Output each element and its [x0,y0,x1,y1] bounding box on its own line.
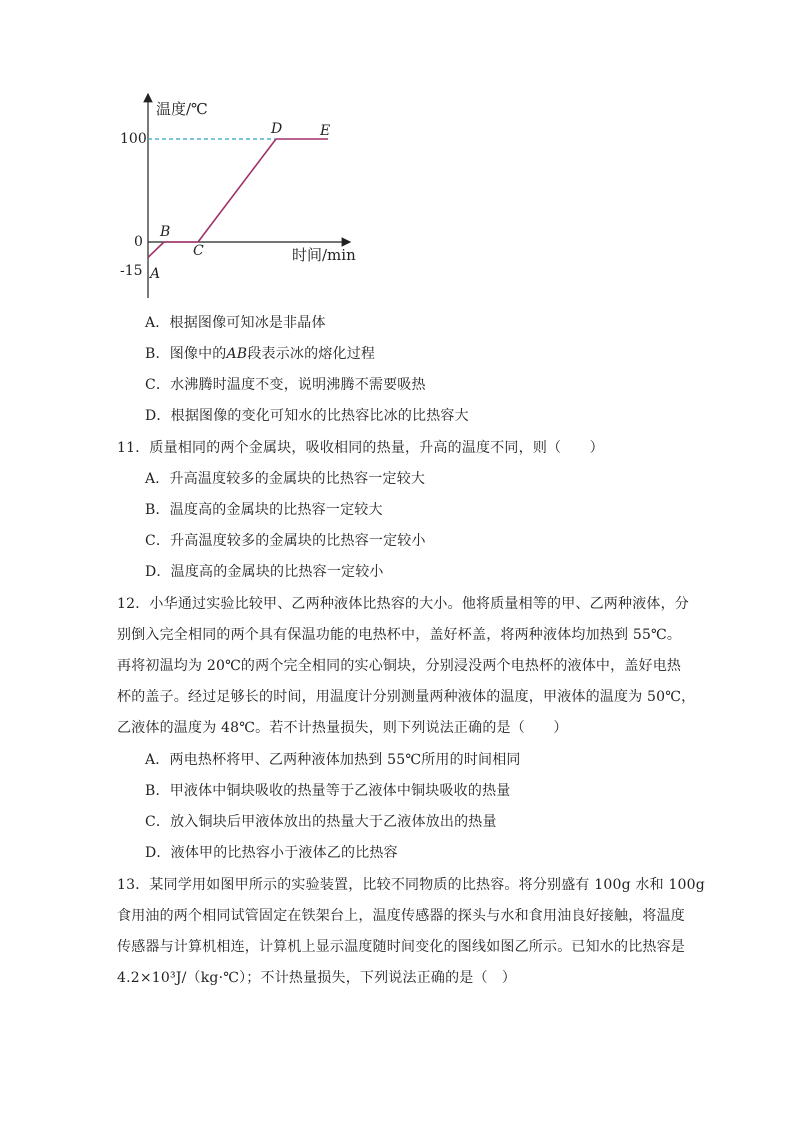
q12-option-a: A．两电热杯将甲、乙两种液体加热到 55℃所用的时间相同 [145,752,521,768]
q10-option-b-suffix: 段表示冰的熔化过程 [247,346,376,362]
temperature-curve [148,139,328,257]
q13-stem-line-1: 13．某同学用如图甲所示的实验装置，比较不同物质的比热容。将分别盛有 100g 水和 100g [117,877,705,893]
q11-option-a: A．升高温度较多的金属块的比热容一定较大 [145,471,426,487]
q13-stem-line-4: 4.2×10³J/（kg·℃）；不计热量损失，下列说法正确的是（ ） [117,970,517,986]
y-tick-0: 0 [134,234,143,250]
y-axis-label: 温度/℃ [156,100,208,118]
q10-option-a: A．根据图像可知冰是非晶体 [145,315,326,331]
x-axis-label: 时间/min [292,246,356,264]
point-label-e: E [320,123,331,139]
y-tick-neg15: -15 [120,263,143,279]
q12-option-b: B．甲液体中铜块吸收的热量等于乙液体中铜块吸收的热量 [145,783,511,799]
q10-option-d: D．根据图像的变化可知水的比热容比冰的比热容大 [145,408,469,424]
q12-option-c: C．放入铜块后甲液体放出的热量大于乙液体放出的热量 [145,814,497,830]
q12-stem-line-1: 12．小华通过实验比较甲、乙两种液体比热容的大小。他将质量相等的甲、乙两种液体，分 [117,596,690,612]
q13-stem-line-2: 食用油的两个相同试管固定在铁架台上，温度传感器的探头与水和食用油良好接触，将温度 [117,908,685,924]
point-label-a: A [150,266,161,282]
temperature-time-chart [110,88,390,303]
point-label-b: B [160,224,171,240]
q10-option-b-prefix: B．图像中的 [145,346,227,362]
point-label-c: C [193,243,204,259]
point-label-d: D [271,121,283,137]
q12-stem-line-4: 杯的盖子。经过足够长的时间，用温度计分别测量两种液体的温度，甲液体的温度为 50℃， [117,689,696,705]
q12-stem-line-2: 别倒入完全相同的两个具有保温功能的电热杯中，盖好杯盖，将两种液体均加热到 55℃。 [117,627,682,643]
q10-option-b-segment: AB [226,346,248,362]
q12-option-d: D．液体甲的比热容小于液体乙的比热容 [145,845,398,861]
q10-option-b [145,343,375,363]
q13-stem-line-3: 传感器与计算机相连，计算机上显示温度随时间变化的图线如图乙所示。已知水的比热容是 [117,939,685,955]
q10-option-c: C．水沸腾时温度不变，说明沸腾不需要吸热 [145,377,426,393]
q12-stem-line-5: 乙液体的温度为 48℃。若不计热量损失，则下列说法正确的是（ ） [117,720,568,736]
q11-option-b: B．温度高的金属块的比热容一定较大 [145,502,383,518]
q11-option-d: D．温度高的金属块的比热容一定较小 [145,564,384,580]
y-tick-100: 100 [120,131,147,147]
curve-segment-ab [148,242,164,257]
curve-segment-cd [198,139,276,242]
q12-stem-line-3: 再将初温均为 20℃的两个完全相同的实心铜块，分别浸没两个电热杯的液体中，盖好电热 [117,658,682,674]
q11-stem: 11．质量相同的两个金属块，吸收相同的热量，升高的温度不同，则（ ） [117,440,604,456]
q11-option-c: C．升高温度较多的金属块的比热容一定较小 [145,533,426,549]
